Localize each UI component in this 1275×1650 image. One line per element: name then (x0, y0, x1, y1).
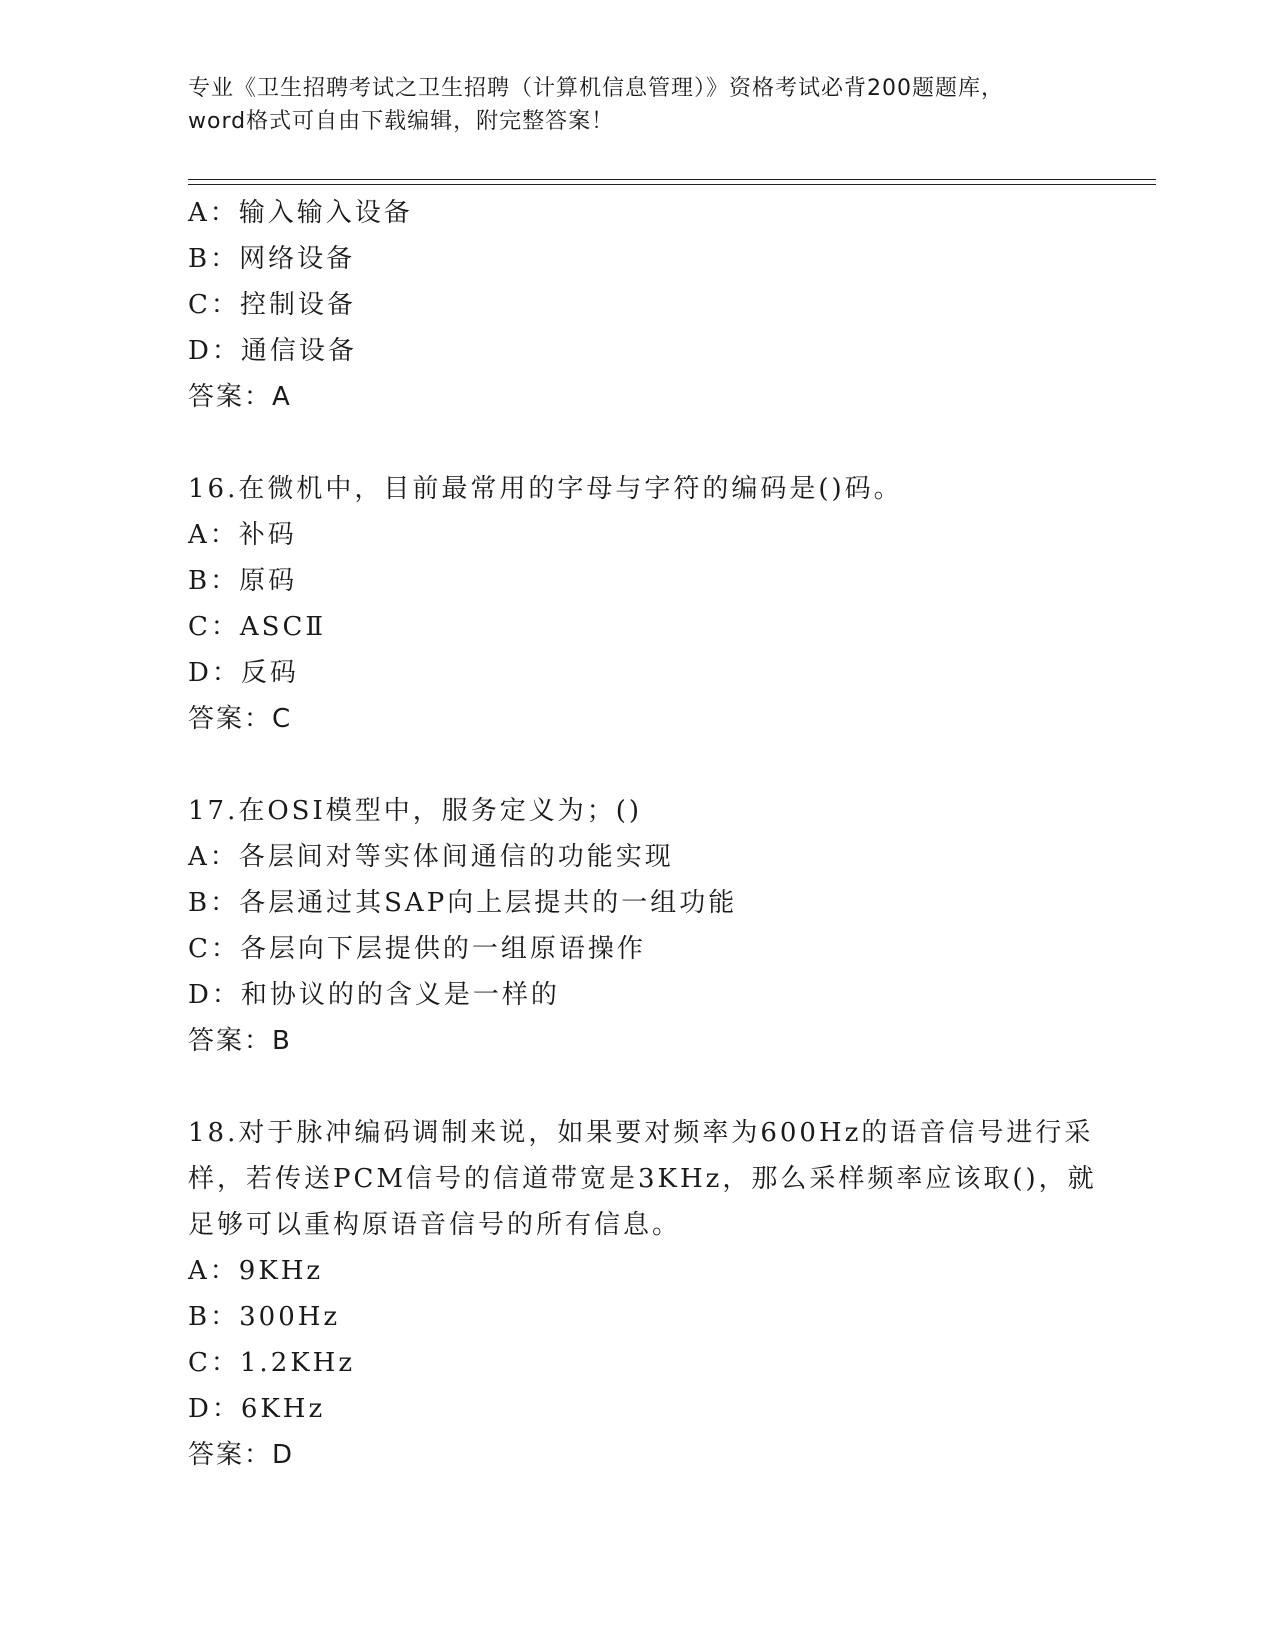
answer-label: 答案：D (188, 1440, 295, 1470)
option-a: A：输入输入设备 (188, 198, 413, 228)
question-list (188, 190, 1097, 1478)
question-stem-line: 18.对于脉冲编码调制来说，如果要对频率为600Hz的语音信号进行采 (188, 1118, 1094, 1148)
option-c: C：各层向下层提供的一组原语操作 (188, 934, 646, 964)
spacer (188, 742, 1088, 788)
option-c: C：1.2KHz (188, 1348, 356, 1378)
option-c: C：控制设备 (188, 290, 356, 320)
answer-label: 答案：B (188, 1026, 292, 1056)
answer-label: 答案：A (188, 382, 292, 412)
question-stem-line: 样，若传送PCM信号的信道带宽是3KHz，那么采样频率应该取()，就 (188, 1164, 1097, 1194)
question-17 (188, 788, 1088, 1064)
option-a: A：补码 (188, 520, 297, 550)
question-stem: 16.在微机中，目前最常用的字母与字符的编码是()码。 (188, 474, 903, 504)
option-a: A：9KHz (188, 1256, 324, 1286)
header-line-2: word格式可自由下载编辑，附完整答案！ (188, 109, 615, 134)
header-divider-top (188, 179, 1156, 180)
spacer (188, 420, 1088, 466)
option-b: B：300Hz (188, 1302, 341, 1332)
option-d: D：6KHz (188, 1394, 326, 1424)
spacer (188, 1064, 1088, 1110)
question-stem (188, 1110, 1097, 1248)
question-16 (188, 466, 1088, 742)
question-stem-line: 足够可以重构原语音信号的所有信息。 (188, 1210, 682, 1240)
header-line-1: 专业《卫生招聘考试之卫生招聘（计算机信息管理）》资格考试必背200题题库， (188, 76, 1004, 101)
option-d: D：通信设备 (188, 336, 357, 366)
option-b: B：各层通过其SAP向上层提共的一组功能 (188, 888, 738, 918)
option-d: D：反码 (188, 658, 299, 688)
question-18 (188, 1110, 1097, 1478)
document-header (188, 72, 1088, 138)
question-15-continuation (188, 190, 1088, 420)
option-c: C：ASCⅡ (188, 612, 327, 642)
answer-label: 答案：C (188, 704, 293, 734)
question-stem: 17.在OSI模型中，服务定义为；() (188, 796, 643, 826)
header-divider-bottom (188, 184, 1156, 185)
option-d: D：和协议的的含义是一样的 (188, 980, 560, 1010)
option-b: B：网络设备 (188, 244, 356, 274)
option-a: A：各层间对等实体间通信的功能实现 (188, 842, 674, 872)
option-b: B：原码 (188, 566, 298, 596)
